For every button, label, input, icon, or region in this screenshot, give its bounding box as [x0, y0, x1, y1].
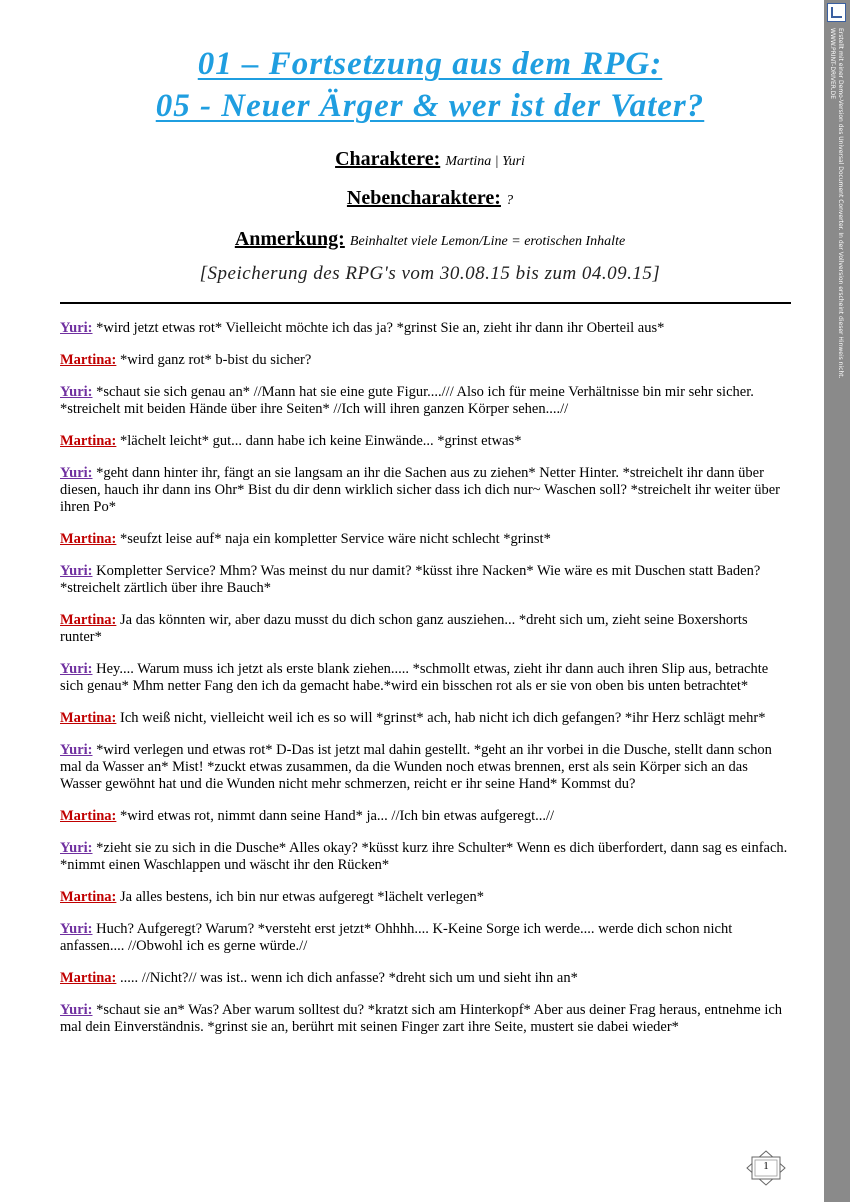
page-number-badge	[746, 1150, 786, 1186]
speaker-name: Martina:	[60, 531, 117, 547]
dialog-text: Huch? Aufgeregt? Warum? *versteht erst jetzt* Ohhhh.... K-Keine Sorge ich werde.... werde dich schon nicht anfassen.... //Obwohl ich es gerne würde.//	[60, 921, 733, 954]
dialog-entry	[60, 465, 790, 516]
dialog-text: *wird verlegen und etwas rot* D-Das ist jetzt mal dahin gestellt. *geht an ihr vorbei in die Dusche, stellt dann schon mal da Wasser an* Mist! *zuckt etwas zusammen, da die Wunden noch etwas brennen, erst als sein Körper sich an das Wasser gewöhnt hat und die Wunden nicht mehr schmerzen, reicht er ihr seine Hand* Kommst du?	[60, 742, 772, 792]
dialog-entry	[60, 612, 790, 646]
dialog-entry	[60, 921, 790, 955]
dialog-text: *wird ganz rot* b-bist du sicher?	[120, 352, 312, 368]
dialog-text: *geht dann hinter ihr, fängt an sie langsam an ihr die Sachen aus zu ziehen* Netter Hinter. *streichelt ihr dann über diesen, hauch ihr dann ins Ohr* Bist du dir denn wirklich sicher dass ich dich nur~ Waschen soll? *streichelt ihr weiter über ihren Po*	[60, 465, 780, 515]
title-line-2: 05 - Neuer Ärger & wer ist der Vater?	[155, 88, 705, 124]
dialog-text: *seufzt leise auf* naja ein kompletter Service wäre nicht schlecht *grinst*	[120, 531, 551, 547]
speaker-name: Martina:	[60, 970, 117, 986]
watermark-line-2: WWW.PRINT-DRIVER.DE	[829, 28, 836, 100]
characters-line	[60, 148, 800, 171]
watermark-text	[828, 28, 844, 379]
dialog-text: *lächelt leicht* gut... dann habe ich keine Einwände... *grinst etwas*	[120, 433, 522, 449]
dialog-entry	[60, 531, 790, 548]
separator-rule	[60, 302, 791, 304]
speaker-name: Yuri:	[60, 840, 93, 856]
side-characters-value: ?	[506, 193, 514, 208]
dialog-text: Ja das könnten wir, aber dazu musst du dich schon ganz ausziehen... *dreht sich um, zieht seine Boxershorts runter*	[60, 612, 748, 645]
dialog-entry	[60, 563, 790, 597]
speaker-name: Yuri:	[60, 742, 93, 758]
page-number: 1	[763, 1160, 769, 1172]
save-note: [Speicherung des RPG's vom 30.08.15 bis zum 04.09.15]	[199, 263, 661, 284]
speaker-name: Yuri:	[60, 921, 93, 937]
dialog-text: ..... //Nicht?// was ist.. wenn ich dich anfasse? *dreht sich um und sieht ihn an*	[120, 970, 578, 986]
dialog-entry	[60, 710, 790, 727]
dialog-text: Kompletter Service? Mhm? Was meinst du nur damit? *küsst ihre Nacken* Wie wäre es mit Duschen statt Baden? *streichelt zärtlich über ihre Bauch*	[60, 563, 761, 596]
speaker-name: Yuri:	[60, 661, 93, 677]
dialog-text: *schaut sie sich genau an* //Mann hat sie eine gute Figur..../// Also ich für meine Verhältnisse bin mir sehr sicher. *streichelt mit beiden Hände über ihre Seiten* //Ich will ihren ganzen Körper sehen....//	[60, 384, 754, 417]
speaker-name: Martina:	[60, 352, 117, 368]
speaker-name: Yuri:	[60, 1002, 93, 1018]
dialog-entry	[60, 970, 790, 987]
converter-logo-icon	[827, 3, 846, 22]
dialog-text: *schaut sie an* Was? Aber warum solltest du? *kratzt sich am Hinterkopf* Aber aus deiner Frag heraus, entnehme ich mal dein Einverständnis. *grinst sie an, berührt mit seinen Finger zart ihre Seite, mustert sie dabei wieder*	[60, 1002, 783, 1035]
dialog-text: Ja alles bestens, ich bin nur etwas aufgeregt *lächelt verlegen*	[120, 889, 484, 905]
dialog-text: *wird jetzt etwas rot* Vielleicht möchte ich das ja? *grinst Sie an, zieht ihr dann ihr Oberteil aus*	[96, 320, 665, 336]
note-label: Anmerkung:	[234, 228, 345, 250]
speaker-name: Martina:	[60, 433, 117, 449]
speaker-name: Martina:	[60, 710, 117, 726]
speaker-name: Martina:	[60, 612, 117, 628]
speaker-name: Martina:	[60, 889, 117, 905]
dialog-entry	[60, 808, 790, 825]
title-line-1: 01 – Fortsetzung aus dem RPG:	[197, 46, 663, 82]
characters-value: Martina | Yuri	[445, 154, 525, 169]
side-characters-label: Nebencharaktere:	[346, 187, 501, 209]
dialog-text: Ich weiß nicht, vielleicht weil ich es so will *grinst* ach, hab nicht ich dich gefangen? *ihr Herz schlägt mehr*	[120, 710, 766, 726]
watermark-line-1: Erstellt mit einer Demo-Version des Universal Document Converter. In der Vollversion erscheint dieser Hinweis nicht.	[837, 28, 844, 379]
speaker-name: Yuri:	[60, 320, 93, 336]
speaker-name: Martina:	[60, 808, 117, 824]
side-characters-line	[60, 187, 800, 210]
note-value: Beinhaltet viele Lemon/Line = erotischen Inhalte	[349, 234, 626, 249]
characters-label: Charaktere:	[335, 148, 441, 170]
dialog-entry	[60, 433, 790, 450]
dialog-entry	[60, 1002, 790, 1036]
dialog-entry	[60, 320, 790, 337]
speaker-name: Yuri:	[60, 563, 93, 579]
dialog-text: Hey.... Warum muss ich jetzt als erste blank ziehen..... *schmollt etwas, zieht ihr dann auch ihren Slip aus, betrachte sich genau* Mhm netter Fang den ich da gemacht habe.*wird ein bisschen rot als er sie von oben bis unten betrachtet*	[60, 661, 769, 694]
dialog-entry	[60, 742, 790, 793]
note-line	[60, 228, 800, 251]
dialog-entry	[60, 352, 790, 369]
dialog-entry	[60, 840, 790, 874]
speaker-name: Yuri:	[60, 384, 93, 400]
speaker-name: Yuri:	[60, 465, 93, 481]
dialog-text: *wird etwas rot, nimmt dann seine Hand* ja... //Ich bin etwas aufgeregt...//	[120, 808, 555, 824]
dialog-entry	[60, 889, 790, 906]
dialog-list	[60, 320, 790, 1051]
demo-watermark-sidebar	[824, 0, 850, 1202]
dialog-entry	[60, 384, 790, 418]
dialog-entry	[60, 661, 790, 695]
dialog-text: *zieht sie zu sich in die Dusche* Alles okay? *küsst kurz ihre Schulter* Wenn es dich überfordert, dann sag es einfach. *nimmt einen Waschlappen und wäscht ihr den Rücken*	[60, 840, 788, 873]
